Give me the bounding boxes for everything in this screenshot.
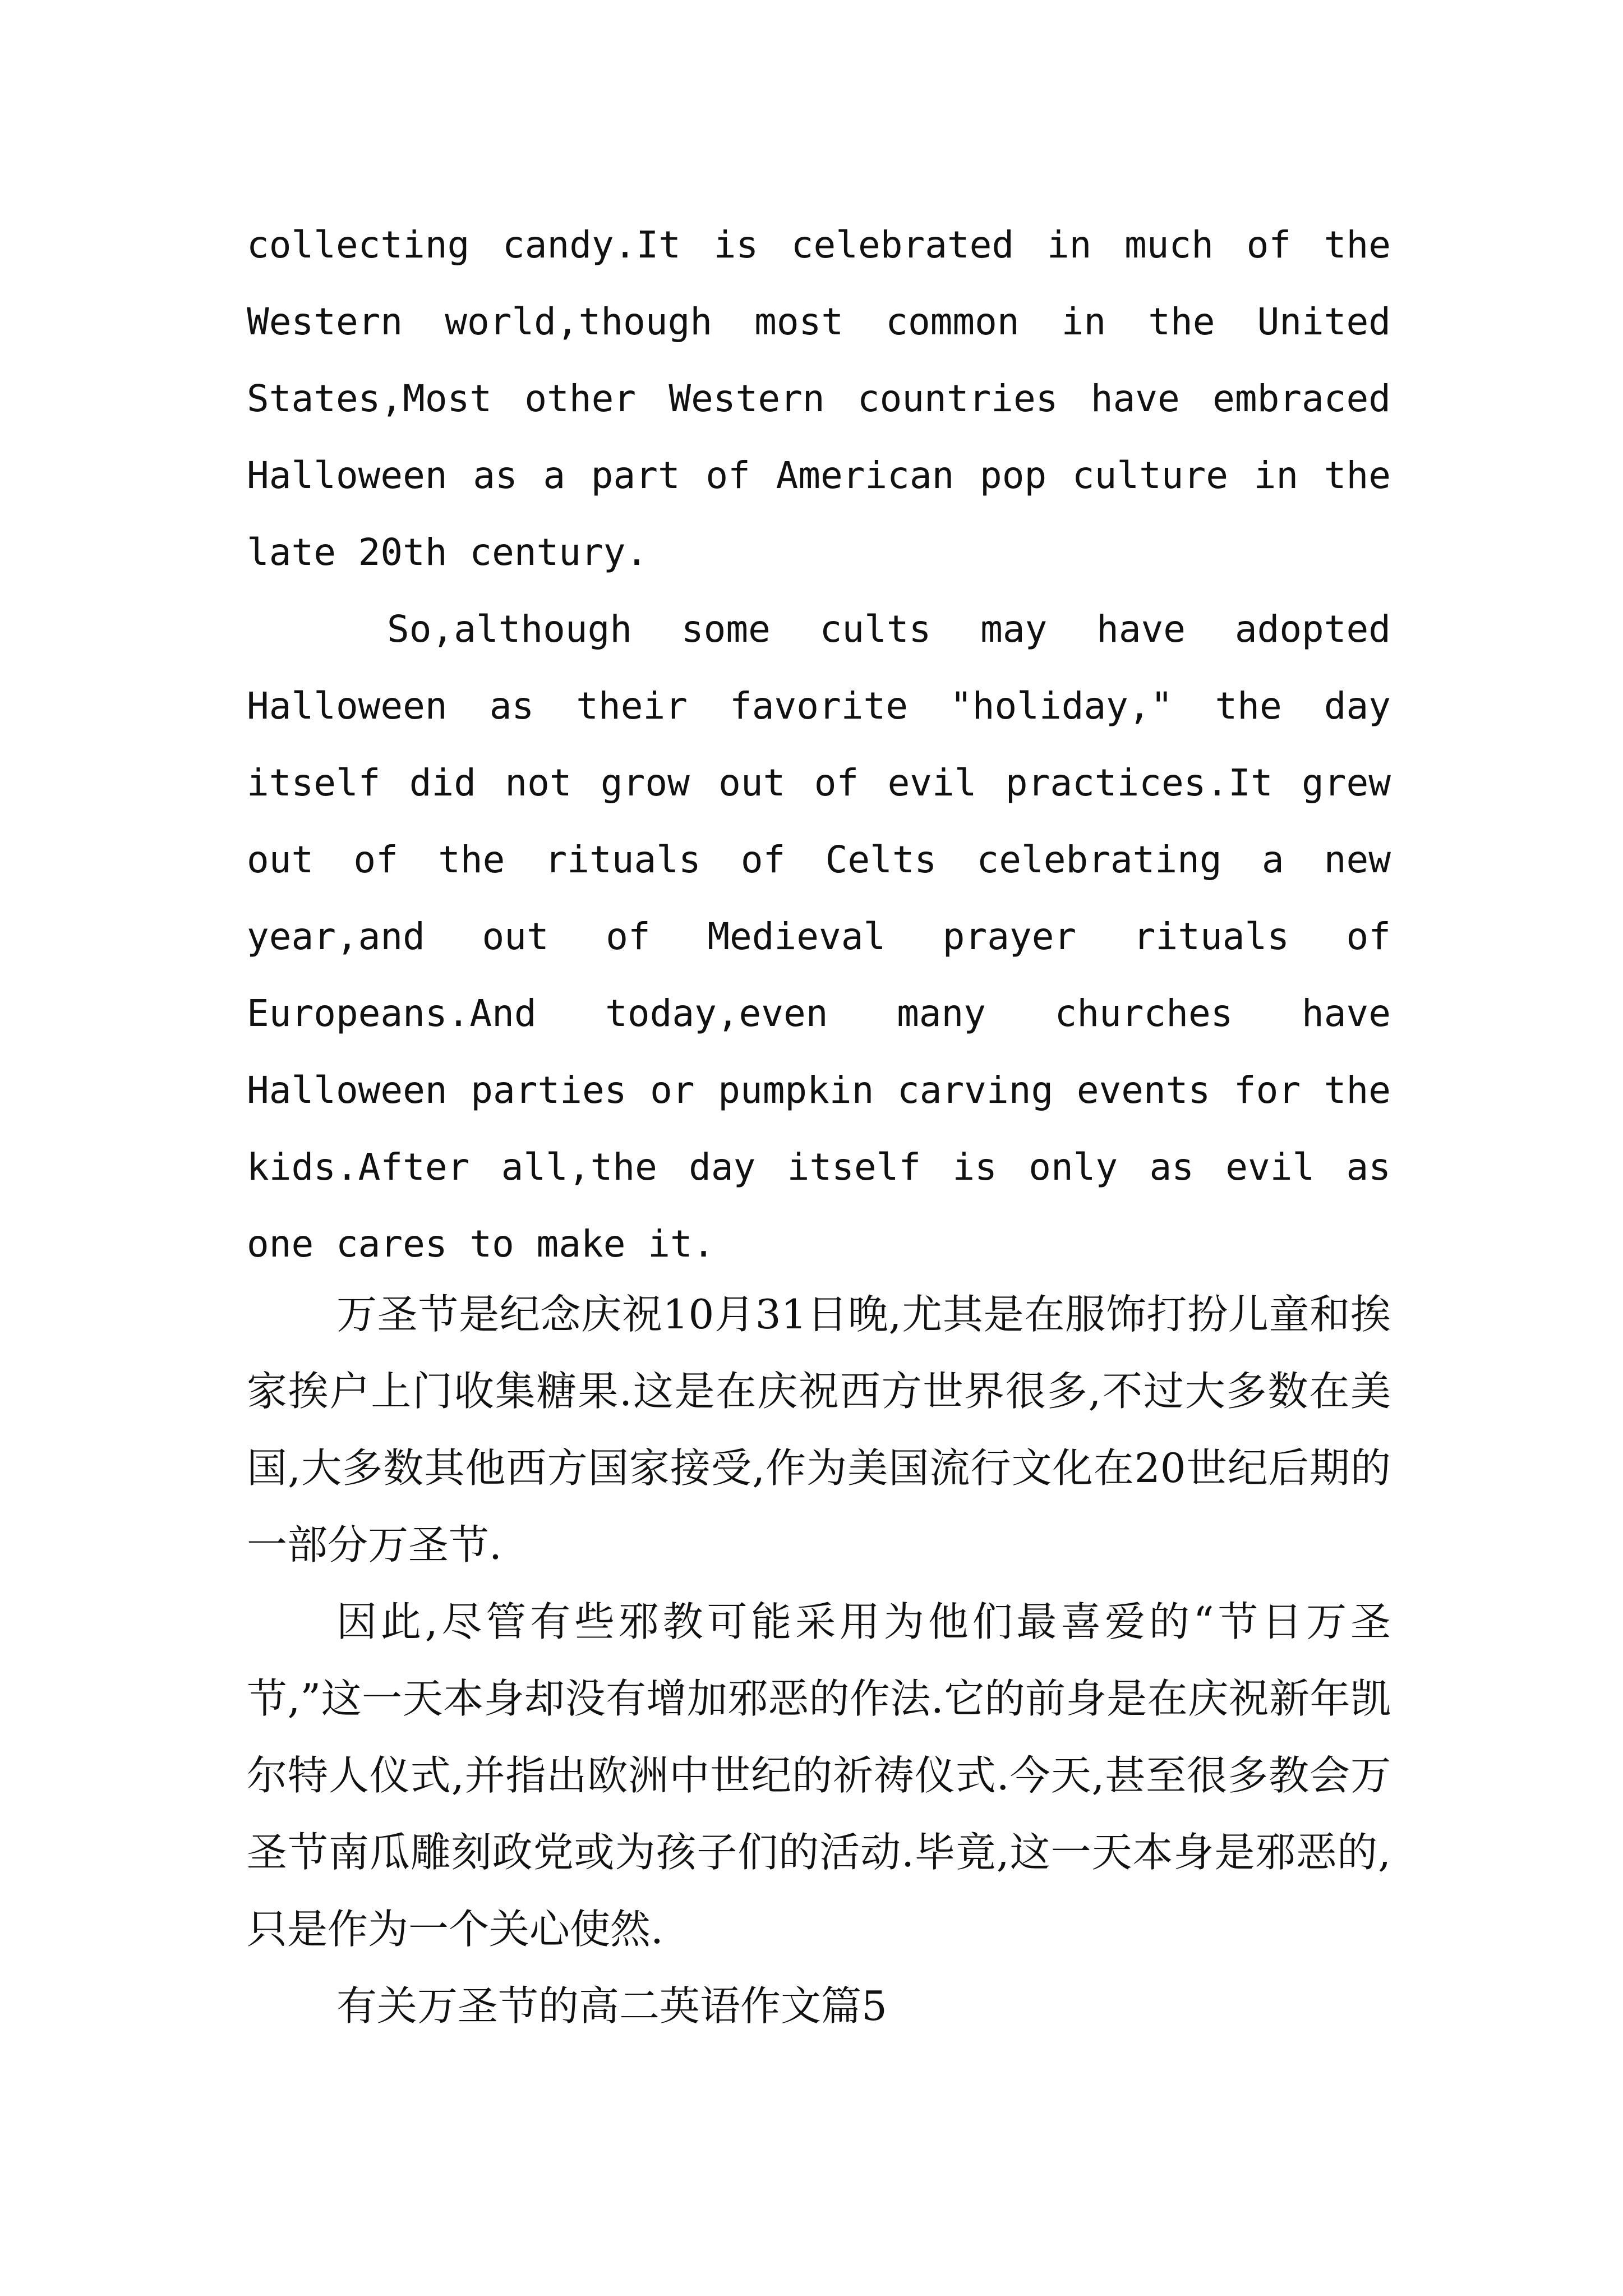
english-paragraph-2: So,although some cults may have adopted Halloween as their favorite "holiday," the day itself did not grow out of evil practices.It grew out of the rituals of Celts celebrating a new year,and out of Medieval prayer rituals of Europeans.And today,even many churches have Halloween parties or pumpkin carving events for the kids.After all,the day itself is only as evil as one cares to make it.	[247, 608, 1391, 1266]
section-heading: 有关万圣节的高二英语作文篇5	[336, 1982, 887, 2030]
chinese-text-section	[247, 1276, 1391, 2045]
english-paragraph-1: collecting candy.It is celebrated in much of the Western world,though most common in the United States,Most other Western countries have embraced Halloween as a part of American pop culture in the late 20th century.	[247, 223, 1391, 574]
chinese-paragraph-2: 因此,尽管有些邪教可能采用为他们最喜爱的“节日万圣节,”这一天本身却没有增加邪恶的作法.它的前身是在庆祝新年凯尔特人仪式,并指出欧洲中世纪的祈祷仪式.今天,甚至很多教会万圣节南瓜雕刻政党或为孩子们的活动.毕竟,这一天本身是邪恶的,只是作为一个关心使然.	[247, 1598, 1391, 1953]
english-text-section	[247, 206, 1391, 1282]
chinese-paragraph-1: 万圣节是纪念庆祝10月31日晚,尤其是在服饰打扮儿童和挨家挨户上门收集糖果.这是在庆祝西方世界很多,不过大多数在美国,大多数其他西方国家接受,作为美国流行文化在20世纪后期的一部分万圣节.	[247, 1291, 1391, 1568]
